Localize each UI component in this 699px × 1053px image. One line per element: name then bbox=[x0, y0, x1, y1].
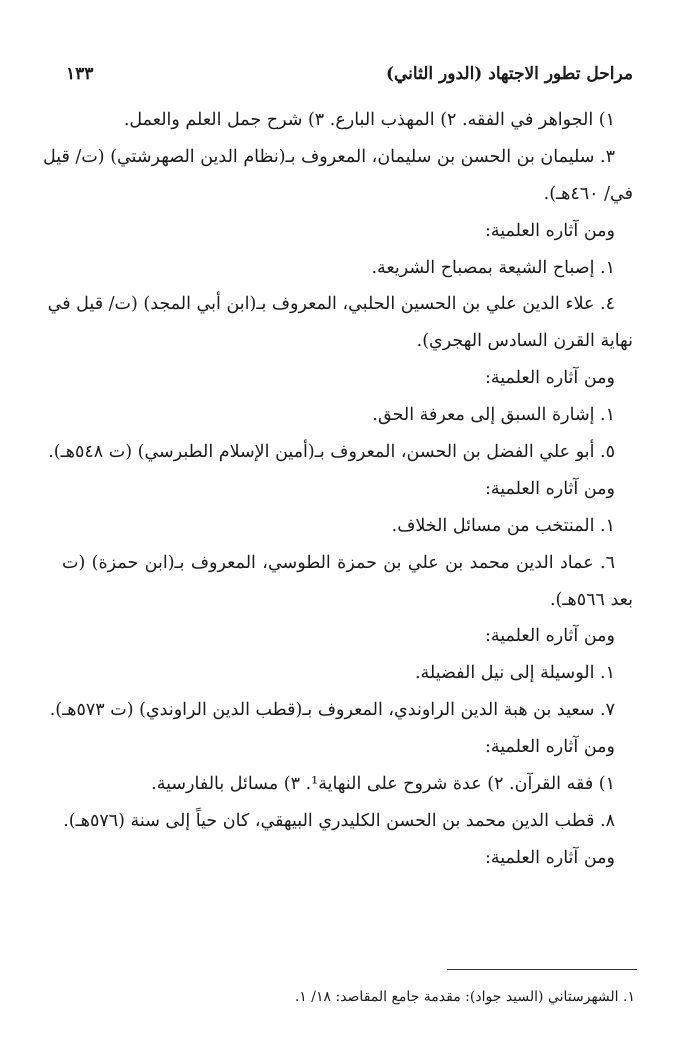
works-list-line: ١) فقه القرآن. ٢) عدة شروح على النهاية¹. ٣) مسائل بالفارسية. bbox=[151, 774, 615, 795]
body-text bbox=[42, 102, 633, 877]
scholar-entry-continuation: بعد ٥٦٦هـ). bbox=[549, 589, 633, 610]
header-title: مراحل تطور الاجتهاد (الدور الثاني) bbox=[385, 64, 633, 84]
scholar-entry-line: ٦. عماد الدين محمد بن علي بن حمزة الطوسي، المعروف بـ(ابن حمزة) (ت bbox=[62, 552, 615, 573]
footnote-separator bbox=[447, 969, 637, 970]
works-heading: ومن آثاره العلمية: bbox=[484, 220, 615, 241]
scholar-entry-line: ٤. علاء الدين علي بن الحسين الحلبي، المعروف بـ(ابن أبي المجد) (ت/ قيل في bbox=[47, 294, 615, 315]
works-heading: ومن آثاره العلمية: bbox=[484, 626, 615, 647]
scholar-entry-line: ٣. سليمان بن الحسن بن سليمان، المعروف بـ(نظام الدين الصهرشتي) (ت/ قيل bbox=[42, 146, 615, 167]
scholar-entry-continuation: نهاية القرن السادس الهجري). bbox=[416, 331, 633, 352]
works-list-line: ١) الجواهر في الفقه. ٢) المهذب البارع. ٣) شرح جمل العلم والعمل. bbox=[123, 110, 615, 130]
running-header bbox=[66, 58, 633, 92]
works-list-line: ١. إصباح الشيعة بمصباح الشريعة. bbox=[371, 257, 615, 278]
page-number: ١٣٣ bbox=[66, 64, 94, 84]
works-heading: ومن آثاره العلمية: bbox=[484, 368, 615, 389]
scholar-entry-line: ٨. قطب الدين محمد بن الحسن الكليدري البيهقي، كان حياً إلى سنة (٥٧٦هـ). bbox=[63, 810, 615, 831]
works-heading: ومن آثاره العلمية: bbox=[484, 478, 615, 499]
scholar-entry-line: ٥. أبو علي الفضل بن الحسن، المعروف بـ(أمين الإسلام الطبرسي) (ت ٥٤٨هـ). bbox=[48, 442, 615, 463]
footnote: ١. الشهرستاني (السيد جواد): مقدمة جامع المقاصد: ١٨/ ١. bbox=[294, 989, 635, 1005]
works-heading: ومن آثاره العلمية: bbox=[484, 737, 615, 758]
works-list-line: ١. الوسيلة إلى نيل الفضيلة. bbox=[414, 663, 615, 684]
works-list-line: ١. إشارة السبق إلى معرفة الحق. bbox=[372, 405, 615, 426]
scholar-entry-line: ٧. سعيد بن هبة الدين الراوندي، المعروف بـ(قطب الدين الراوندي) (ت ٥٧٣هـ). bbox=[49, 700, 615, 721]
works-heading: ومن آثاره العلمية: bbox=[484, 847, 615, 868]
scholar-entry-continuation: في/ ٤٦٠هـ). bbox=[543, 183, 633, 204]
works-list-line: ١. المنتخب من مسائل الخلاف. bbox=[391, 515, 615, 536]
